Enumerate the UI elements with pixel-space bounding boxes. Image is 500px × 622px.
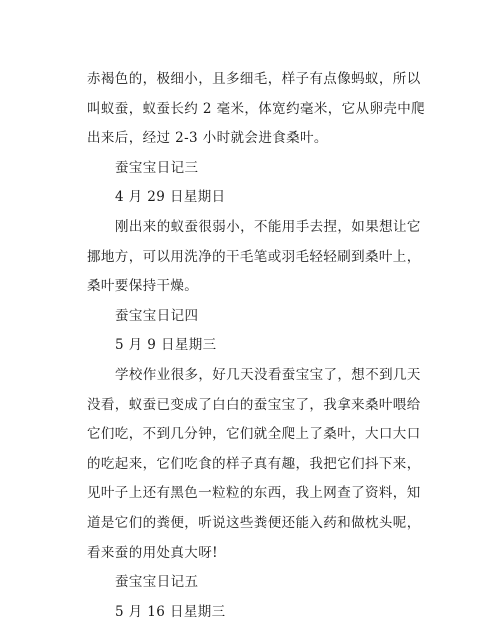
- text-line: 叫蚁蚕，蚁蚕长约 2 毫米，体宽约毫米，它从卵壳中爬: [87, 100, 426, 117]
- text-line: 刚出来的蚁蚕很弱小，不能用手去捏，如果想让它: [115, 219, 421, 235]
- text-line: 桑叶要保持干燥。: [87, 278, 199, 295]
- diary-entry-date: 5 月 16 日星期三: [115, 603, 226, 620]
- text-line: 看来蚕的用处真大呀!: [87, 544, 218, 561]
- text-line: 没看，蚁蚕已变成了白白的蚕宝宝了，我拿来桑叶喂给: [87, 396, 421, 413]
- text-line: 赤褐色的，极细小，且多细毛，样子有点像蚂蚁，所以: [87, 71, 421, 87]
- diary-entry-title: 蚕宝宝日记三: [115, 159, 199, 176]
- text-line: 出来后，经过 2-3 小时就会进食桑叶。: [87, 130, 328, 147]
- text-line: 它们吃，不到几分钟，它们就全爬上了桑叶，大口大口: [87, 426, 421, 443]
- diary-entry-date: 5 月 9 日星期三: [115, 337, 217, 354]
- text-line: 的吃起来，它们吃食的样子真有趣，我把它们抖下来，: [87, 455, 421, 472]
- text-line: 见叶子上还有黑色一粒粒的东西，我上网查了资料，知: [87, 485, 421, 502]
- text-line: 道是它们的粪便，听说这些粪便还能入药和做枕头呢，: [87, 515, 421, 531]
- diary-entry-title: 蚕宝宝日记四: [115, 307, 199, 324]
- text-line: 挪地方，可以用洗净的干毛笔或羽毛轻轻刷到桑叶上，: [87, 248, 421, 265]
- text-line: 学校作业很多，好几天没看蚕宝宝了，想不到几天: [115, 367, 421, 383]
- diary-entry-date: 4 月 29 日星期日: [115, 189, 226, 206]
- diary-entry-title: 蚕宝宝日记五: [115, 574, 199, 591]
